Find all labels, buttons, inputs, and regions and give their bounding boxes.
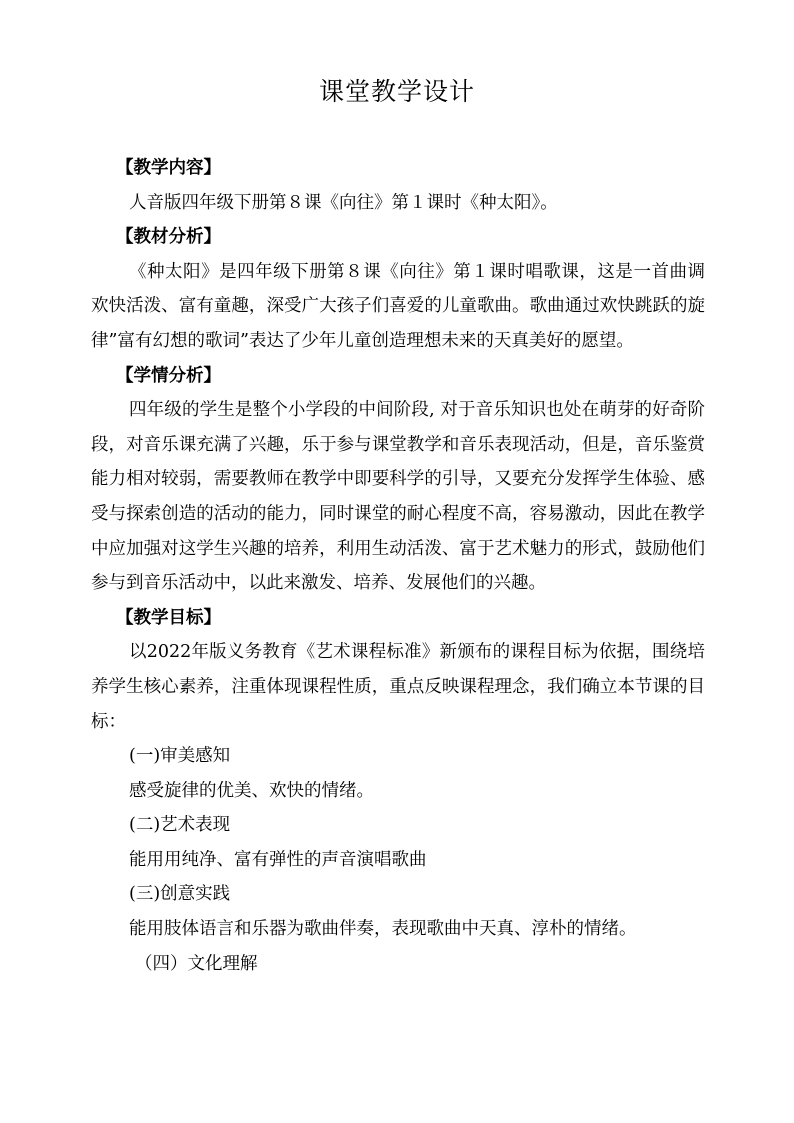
material-analysis-text: 《种太阳》是四年级下册第８课《向往》第１课时唱歌课，这是一首曲调欢快活泼、富有童趣，深受广大孩子们喜爱的儿童歌曲。歌曲通过欢快跳跃的旋律”富有幻想的歌词”表达了少年儿童创造理想未来的天真美好的愿望。	[91, 261, 705, 351]
goal-label-aesthetic-perception: (一)审美感知	[129, 746, 231, 767]
teaching-content-text: 人音版四年级下册第８课《向往》第１课时《种太阳》。	[129, 192, 558, 213]
teaching-goals-intro: 以2022年版义务教育《艺术课程标准》新颁布的课程目标为依据，围绕培养学生核心素养，注重体现课程性质，重点反映课程理念，我们确立本节课的目标：	[91, 642, 705, 732]
goal-text-artistic-expression: 能用用纯净、富有弹性的声音演唱歌曲	[129, 849, 427, 870]
goal-label-creative-practice: (三)创意实践	[129, 884, 231, 905]
student-analysis-text: 四年级的学生是整个小学段的中间阶段, 对于音乐知识也处在萌芽的好奇阶段，对音乐课充满了兴趣，乐于参与课堂教学和音乐表现活动，但是，音乐鉴赏能力相对较弱，需要教师在教学中即要科学的引导，又要充分发挥学生体验、感受与探索创造的活动的能力，同时课堂的耐心程度不高，容易激动，因此在教学中应加强对这学生兴趣的培养，利用生动活泼、富于艺术魅力的形式，鼓励他们参与到音乐活动中，以此来激发、培养、发展他们的兴趣。	[91, 400, 705, 594]
section-heading-material-analysis: 【教材分析】	[116, 227, 221, 248]
goal-label-artistic-expression: (二)艺术表现	[129, 815, 231, 836]
goal-text-creative-practice: 能用肢体语言和乐器为歌曲伴奏，表现歌曲中天真、淳朴的情绪。	[129, 919, 637, 940]
section-heading-teaching-goals: 【教学目标】	[116, 607, 221, 628]
page-title: 课堂教学设计	[318, 77, 475, 106]
document-body	[91, 151, 705, 981]
goal-label-cultural-understanding: （四）文化理解	[135, 953, 258, 974]
section-heading-teaching-content: 【教学内容】	[116, 158, 221, 178]
section-heading-student-analysis: 【学情分析】	[116, 365, 221, 386]
goal-text-aesthetic-perception: 感受旋律的优美、欢快的情绪。	[129, 780, 374, 801]
